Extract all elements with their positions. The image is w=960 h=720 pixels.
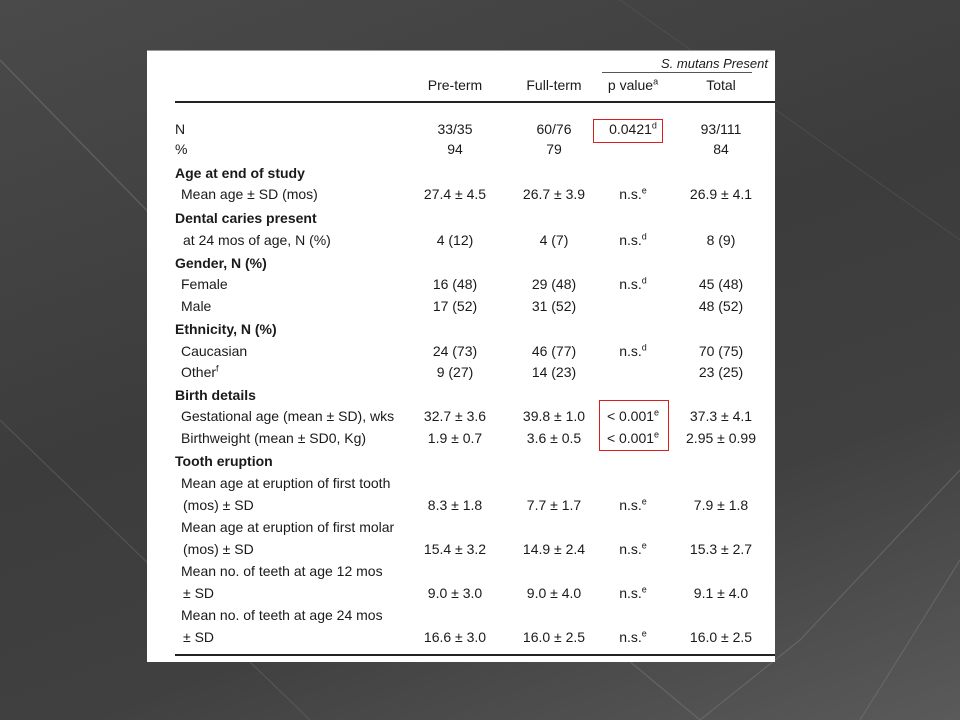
pvalue-footnote: e [641,185,647,196]
pvalue-footnote: d [651,120,657,131]
pvalue-footnote: e [654,407,660,418]
row-label: N [175,121,186,137]
row-label: Male [181,298,212,314]
row-label: Gestational age (mean ± SD), wks [181,408,395,424]
row-label: Mean no. of teeth at age 24 mos [181,607,383,623]
cell-total: 93/111 [700,121,742,137]
table-row [147,494,775,516]
cell-total: 9.1 ± 4.0 [693,585,749,601]
pvalue-footnote: d [641,275,647,286]
table-row [147,183,775,205]
table-row [147,516,775,538]
cell-preterm: 8.3 ± 1.8 [427,497,483,513]
table-row [147,118,775,140]
column-header-preterm: Pre-term [427,77,483,93]
cell-fullterm: 14.9 ± 2.4 [522,541,586,557]
table-row [147,384,775,406]
pvalue-footnote: e [641,584,647,595]
cell-preterm: 33/35 [437,121,473,137]
group-header [661,56,768,71]
cell-fullterm: 79 [546,141,562,157]
table-row [147,361,775,383]
table-row [147,560,775,582]
row-label: Mean age at eruption of first tooth [181,475,391,491]
cell-fullterm: 60/76 [536,121,572,137]
table-row [147,340,775,362]
cell-fullterm: 29 (48) [531,276,577,292]
row-label: ± SD [183,629,215,645]
cell-fullterm: 31 (52) [531,298,577,314]
table-row [147,138,775,160]
cell-preterm: 94 [447,141,463,157]
pvalue-footnote: e [641,496,647,507]
row-label: Caucasian [181,343,248,359]
cell-total: 23 (25) [698,364,744,380]
cell-total: 70 (75) [698,343,744,359]
table-row [147,450,775,472]
table-row [147,162,775,184]
cell-total: 16.0 ± 2.5 [689,629,753,645]
cell-pvalue: n.s.$^e$ [619,496,647,513]
cell-pvalue: n.s.$^e$ [619,584,647,601]
group-header-text: S. mutans Present [661,56,768,71]
cell-preterm: 27.4 ± 4.5 [423,186,487,202]
row-label: Birth details [175,387,256,403]
table-row [147,295,775,317]
cell-total: 8 (9) [706,232,736,248]
pvalue-header-sup: a [653,76,659,87]
pvalue-footnote: d [641,231,647,242]
cell-total: 84 [713,141,729,157]
cell-total: 26.9 ± 4.1 [689,186,753,202]
table-row [147,538,775,560]
cell-total: 45 (48) [698,276,744,292]
table-row [147,405,775,427]
row-label: Ethnicity, N (%) [175,321,277,337]
pvalue-footnote: e [641,540,647,551]
row-label: % [175,141,188,157]
cell-total: 37.3 ± 4.1 [689,408,753,424]
table-row [147,273,775,295]
cell-fullterm: 7.7 ± 1.7 [526,497,582,513]
pvalue-footnote: e [654,429,660,440]
column-header-total: Total [706,77,736,93]
footer-rule [175,654,775,656]
cell-preterm: 9 (27) [436,364,474,380]
row-label: Age at end of study [175,165,305,181]
row-label: (mos) ± SD [183,541,254,557]
cell-fullterm: 14 (23) [531,364,577,380]
table-row [147,207,775,229]
cell-fullterm: 16.0 ± 2.5 [522,629,586,645]
cell-preterm: 1.9 ± 0.7 [427,430,483,446]
cell-pvalue: n.s.$^d$ [619,342,647,359]
row-label: Mean age ± SD (mos) [181,186,318,202]
cell-pvalue: n.s.$^e$ [619,628,647,645]
pvalue-footnote: e [641,628,647,639]
group-header-underline [602,72,752,73]
cell-total: 7.9 ± 1.8 [693,497,749,513]
highlight-box-n-pvalue [593,119,663,143]
table-row [147,472,775,494]
slide-top-border [147,50,775,51]
cell-fullterm: 4 (7) [539,232,569,248]
row-label: Gender, N (%) [175,255,267,271]
cell-fullterm: 39.8 ± 1.0 [522,408,586,424]
row-label: at 24 mos of age, N (%) [183,232,331,248]
row-label: Mean age at eruption of first molar [181,519,395,535]
row-label: Female [181,276,228,292]
cell-total: 15.3 ± 2.7 [689,541,753,557]
cell-fullterm: 3.6 ± 0.5 [526,430,582,446]
table-row [147,318,775,340]
table-row [147,427,775,449]
table-row [147,252,775,274]
row-label: Other$^f$ [181,363,219,380]
pvalue-header-text: p value [607,77,654,93]
row-label: (mos) ± SD [183,497,254,513]
cell-pvalue: < 0.001$^e$ [606,407,660,424]
cell-preterm: 32.7 ± 3.6 [423,408,487,424]
highlight-box-birth-pvalues [599,400,669,451]
cell-preterm: 24 (73) [432,343,478,359]
cell-total: 2.95 ± 0.99 [686,430,756,446]
table-row [147,229,775,251]
row-label: ± SD [183,585,215,601]
row-label: Mean no. of teeth at age 12 mos [181,563,383,579]
cell-preterm: 16 (48) [432,276,478,292]
table-row [147,582,775,604]
cell-pvalue: 0.0421$^d$ [609,120,657,137]
cell-preterm: 15.4 ± 3.2 [423,541,487,557]
table-row [147,626,775,648]
row-label: Birthweight (mean ± SD0, Kg) [181,430,367,446]
header-rule [175,101,775,103]
cell-pvalue: n.s.$^d$ [619,231,647,248]
pvalue-footnote: d [641,342,647,353]
cell-pvalue: < 0.001$^e$ [606,429,660,446]
cell-pvalue: n.s.$^d$ [619,275,647,292]
cell-fullterm: 46 (77) [531,343,577,359]
cell-preterm: 4 (12) [436,232,474,248]
cell-pvalue: n.s.$^e$ [619,185,647,202]
slide-content [147,50,775,662]
cell-preterm: 16.6 ± 3.0 [423,629,487,645]
row-label: Dental caries present [175,210,317,226]
column-header-fullterm: Full-term [526,77,582,93]
row-label: Tooth eruption [175,453,273,469]
row-label-footnote: f [216,363,219,374]
cell-preterm: 9.0 ± 3.0 [427,585,483,601]
cell-preterm: 17 (52) [432,298,478,314]
table-row [147,604,775,626]
cell-fullterm: 9.0 ± 4.0 [526,585,582,601]
cell-total: 48 (52) [698,298,744,314]
cell-pvalue: n.s.$^e$ [619,540,647,557]
cell-fullterm: 26.7 ± 3.9 [522,186,586,202]
